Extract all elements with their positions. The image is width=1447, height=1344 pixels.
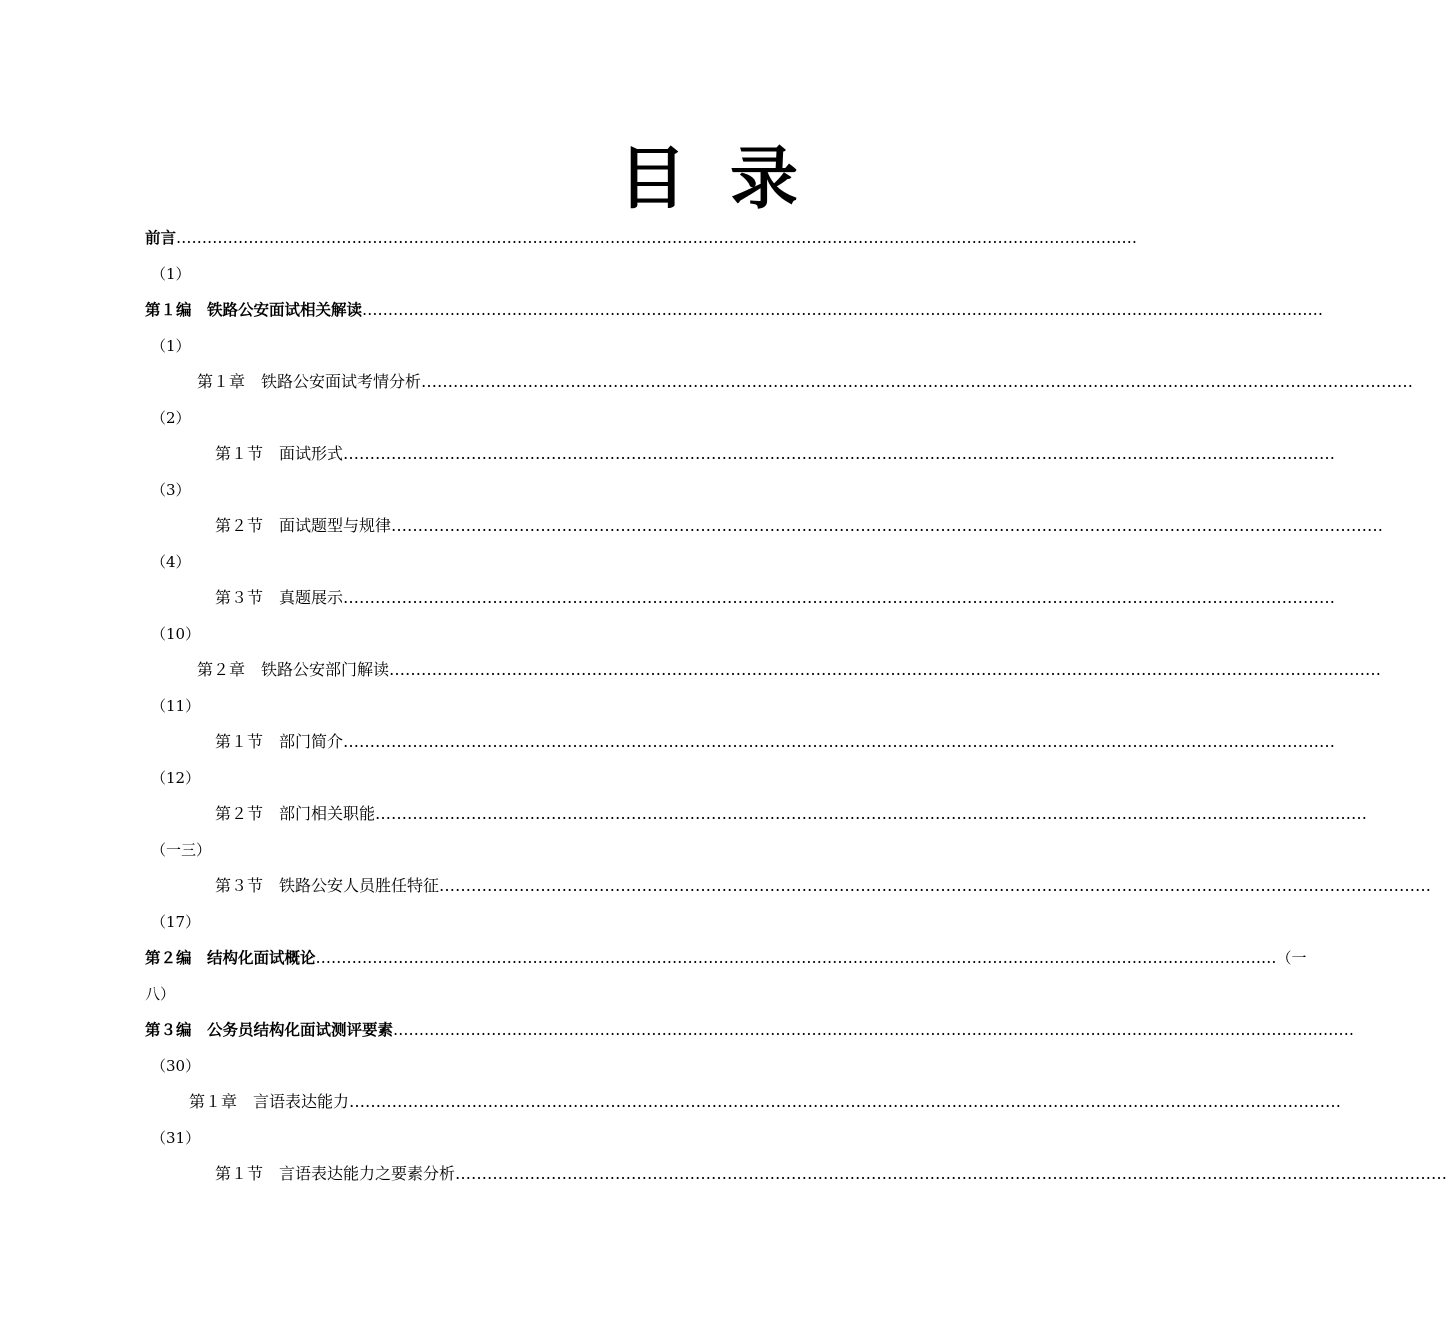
toc-entry-line xyxy=(215,508,1384,544)
toc-entry-line xyxy=(145,940,1307,976)
toc-leader-dots: …………………………………………………………………………………………………………………………………………………………………… xyxy=(421,372,1414,391)
toc-entry-line xyxy=(215,1156,1447,1192)
toc-entry[interactable] xyxy=(145,940,1307,976)
toc-entry[interactable] xyxy=(145,1012,1355,1048)
toc-entry-label: 第１编 铁路公安面试相关解读 xyxy=(145,301,363,319)
toc-entry[interactable] xyxy=(145,220,1138,256)
toc-entry-label: 第１章 言语表达能力 xyxy=(189,1092,350,1111)
table-of-contents xyxy=(145,220,1447,1192)
toc-leader-dots: …………………………………………………………………………………………………………………………………………………………………… xyxy=(391,516,1384,535)
toc-entry-line xyxy=(197,652,1382,688)
toc-entry-line xyxy=(215,436,1336,472)
toc-entry-label: 前言 xyxy=(145,229,177,247)
toc-entry-page: （31） xyxy=(151,1129,201,1147)
toc-entry-page: （4） xyxy=(151,553,191,571)
toc-entry-line xyxy=(197,364,1414,400)
toc-entry-page: （10） xyxy=(151,625,201,643)
toc-entry-label: 第１节 言语表达能力之要素分析 xyxy=(215,1164,456,1183)
toc-entry-label: 第３节 铁路公安人员胜任特征 xyxy=(215,876,440,895)
toc-entry-page: （12） xyxy=(151,769,201,787)
toc-entry[interactable] xyxy=(145,508,1384,544)
toc-entry-page: （11） xyxy=(151,697,201,715)
toc-entry[interactable] xyxy=(145,436,1336,472)
toc-entry-line xyxy=(145,220,1138,256)
toc-entry[interactable] xyxy=(145,580,1336,616)
toc-entry-line xyxy=(145,292,1324,328)
toc-entry[interactable] xyxy=(145,292,1324,328)
toc-entry-label: 第２节 部门相关职能 xyxy=(215,804,376,823)
toc-entry-label: 第３编 公务员结构化面试测评要素 xyxy=(145,1021,394,1039)
toc-entry-page: （17） xyxy=(151,913,201,931)
toc-entry[interactable] xyxy=(145,1156,1447,1192)
toc-leader-dots: …………………………………………………………………………………………………………………………………………………………………… xyxy=(176,229,1138,247)
toc-leader-dots: …………………………………………………………………………………………………………………………………………………………………… xyxy=(343,588,1336,607)
toc-leader-dots: …………………………………………………………………………………………………………………………………………………………………… xyxy=(439,876,1432,895)
toc-entry[interactable] xyxy=(145,1084,1342,1120)
toc-entry-page: （一三） xyxy=(151,841,212,859)
toc-entry-line xyxy=(145,1012,1355,1048)
toc-leader-dots: …………………………………………………………………………………………………………………………………………………………………… xyxy=(343,732,1336,751)
toc-leader-dots: …………………………………………………………………………………………………………………………………………………………………… xyxy=(375,804,1368,823)
toc-leader-dots: …………………………………………………………………………………………………………………………………………………………………… xyxy=(315,949,1277,967)
toc-entry-page: 八） xyxy=(145,985,176,1003)
toc-entry-page: （30） xyxy=(151,1057,201,1075)
toc-entry-label: 第３节 真题展示 xyxy=(215,588,344,607)
toc-entry-line xyxy=(215,724,1336,760)
toc-entry[interactable] xyxy=(145,796,1368,832)
page-title: 目 录 xyxy=(618,140,808,219)
toc-entry-label: 第２编 结构化面试概论 xyxy=(145,949,316,967)
toc-entry[interactable] xyxy=(145,724,1336,760)
toc-entry-line xyxy=(215,796,1368,832)
toc-entry-label: 第２节 面试题型与规律 xyxy=(215,516,392,535)
toc-entry-label: 第１节 部门简介 xyxy=(215,732,344,751)
toc-entry[interactable] xyxy=(145,364,1414,400)
toc-entry-label: 第１节 面试形式 xyxy=(215,444,344,463)
toc-entry-line xyxy=(215,580,1336,616)
toc-entry[interactable] xyxy=(145,652,1382,688)
toc-entry-page-start: （一 xyxy=(1276,949,1307,967)
toc-entry-page: （3） xyxy=(151,481,191,499)
toc-entry-page: （1） xyxy=(151,265,191,283)
toc-entry-line xyxy=(215,868,1432,904)
toc-entry-label: 第１章 铁路公安面试考情分析 xyxy=(197,372,422,391)
toc-leader-dots: …………………………………………………………………………………………………………………………………………………………………… xyxy=(349,1092,1342,1111)
toc-leader-dots: …………………………………………………………………………………………………………………………………………………………………… xyxy=(455,1164,1447,1183)
toc-leader-dots: …………………………………………………………………………………………………………………………………………………………………… xyxy=(343,444,1336,463)
toc-entry-page: （2） xyxy=(151,409,191,427)
toc-leader-dots: …………………………………………………………………………………………………………………………………………………………………… xyxy=(362,301,1324,319)
toc-entry-line xyxy=(189,1084,1342,1120)
toc-entry[interactable] xyxy=(145,868,1432,904)
toc-entry-page: （1） xyxy=(151,337,191,355)
toc-leader-dots: …………………………………………………………………………………………………………………………………………………………………… xyxy=(393,1021,1355,1039)
toc-entry-label: 第２章 铁路公安部门解读 xyxy=(197,660,390,679)
toc-leader-dots: …………………………………………………………………………………………………………………………………………………………………… xyxy=(389,660,1382,679)
